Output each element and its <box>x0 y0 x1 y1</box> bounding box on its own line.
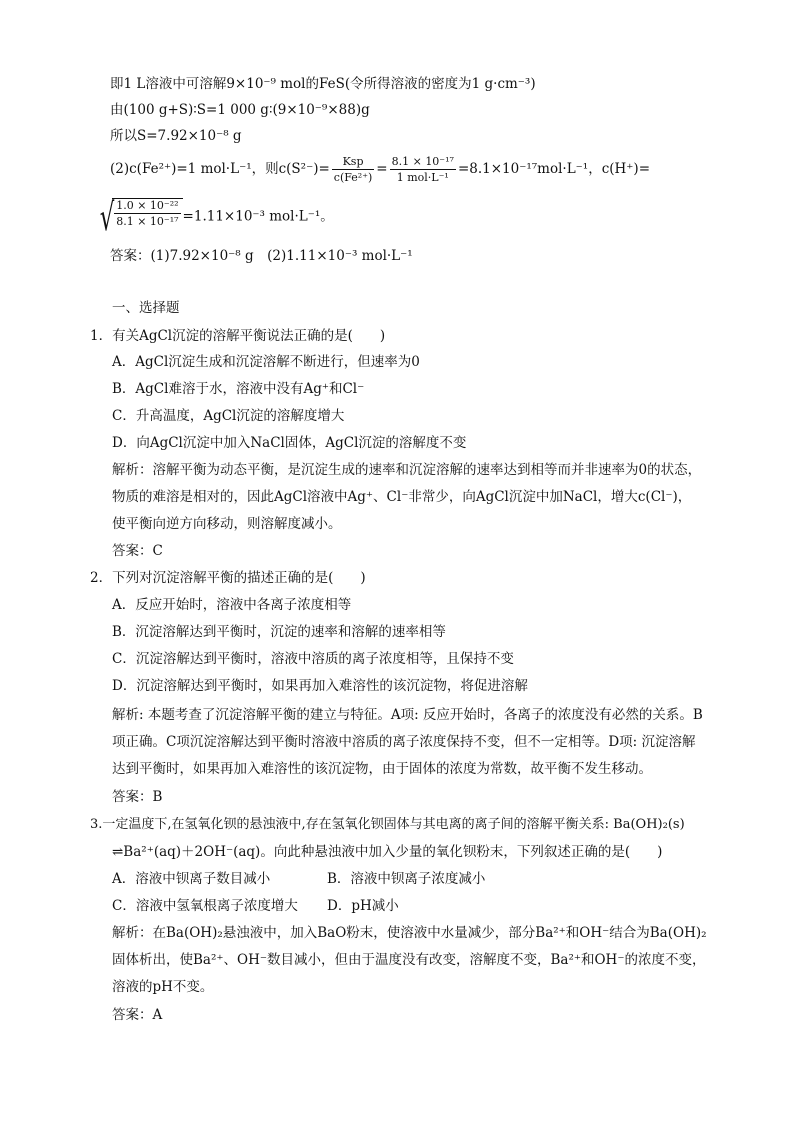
radical-sign-icon: √ <box>99 195 115 239</box>
square-root <box>90 195 183 239</box>
solution-answer: 答案：(1)7.92×10⁻⁸ g (2)1.11×10⁻³ mol·L⁻¹ <box>110 248 413 264</box>
solution-line-5 <box>90 195 334 239</box>
ksp-fraction-numerator: Ksp <box>332 156 375 170</box>
equals-sign: = <box>376 161 388 177</box>
q1-stem: 1．有关AgCl沉淀的溶解平衡说法正确的是( ) <box>90 328 386 344</box>
q2-explanation-1: 解析: 本题考查了沉淀溶解平衡的建立与特征。A项: 反应开始时，各离子的浓度没有必然的关系。B <box>112 707 703 723</box>
q3-option-c: C．溶液中氢氧根离子浓度增大 <box>112 898 298 914</box>
solution-line-2: 由(100 g+S)∶S=1 000 g∶(9×10⁻⁹×88)g <box>110 102 370 118</box>
root-fraction-denominator: 8.1 × 10⁻¹⁷ <box>116 215 179 228</box>
q2-stem: 2．下列对沉淀溶解平衡的描述正确的是( ) <box>90 570 366 586</box>
q1-explanation-1: 解析：溶解平衡为动态平衡，是沉淀生成的速率和沉淀溶解的速率达到相等而并非速率为0的状态， <box>112 462 702 478</box>
q1-answer: 答案：C <box>112 543 163 559</box>
q2-answer: 答案：B <box>112 789 163 805</box>
q1-option-d: D．向AgCl沉淀中加入NaCl固体，AgCl沉淀的溶解度不变 <box>112 435 467 451</box>
q1-explanation-2: 物质的难溶是相对的，因此AgCl溶液中Ag⁺、Cl⁻非常少，向AgCl沉淀中加NaCl，增大c(Cl⁻)， <box>112 489 692 505</box>
value-fraction <box>390 156 456 183</box>
q3-explanation-2: 固体析出，使Ba²⁺、OH⁻数目减小，但由于温度没有改变，溶解度不变，Ba²⁺和OH⁻的浓度不变， <box>112 952 706 968</box>
value-fraction-denominator: 1 mol·L⁻¹ <box>396 171 449 184</box>
q1-option-c: C．升高温度，AgCl沉淀的溶解度增大 <box>112 408 345 424</box>
q1-option-b: B．AgCl难溶于水，溶液中没有Ag⁺和Cl⁻ <box>112 381 365 397</box>
q3-explanation-1: 解析：在Ba(OH)₂悬浊液中，加入BaO粉末，使溶液中水量减少，部分Ba²⁺和OH⁻结合为Ba(OH)₂ <box>112 925 707 941</box>
q2-explanation-2: 项正确。C项沉淀溶解达到平衡时溶液中溶质的离子浓度保持不变，但不一定相等。D项: 沉淀溶解 <box>112 734 696 750</box>
q2-option-d: D．沉淀溶解达到平衡时，如果再加入难溶性的该沉淀物，将促进溶解 <box>112 678 528 694</box>
solution-line-4-text-a: (2)c(Fe²⁺)=1 mol·L⁻¹，则c(S²⁻)= <box>110 161 330 177</box>
root-fraction-numerator: 1.0 × 10⁻²² <box>116 199 179 212</box>
value-fraction-numerator: 8.1 × 10⁻¹⁷ <box>391 155 454 168</box>
q2-option-b: B．沉淀溶解达到平衡时，沉淀的速率和溶解的速率相等 <box>112 624 446 640</box>
solution-line-1: 即1 L溶液中可溶解9×10⁻⁹ mol的FeS(令所得溶液的密度为1 g·cm⁻³) <box>110 76 536 92</box>
root-fraction <box>114 200 180 227</box>
solution-line-5-text: =1.11×10⁻³ mol·L⁻¹。 <box>182 208 334 225</box>
solution-line-4-text-b: =8.1×10⁻¹⁷mol·L⁻¹，c(H⁺)= <box>457 161 651 177</box>
ksp-fraction <box>332 156 375 183</box>
section-title: 一、选择题 <box>112 300 180 316</box>
q3-stem-2: ⇌Ba²⁺(aq)＋2OH⁻(aq)。向此种悬浊液中加入少量的氧化钡粉末，下列叙述正确的是( ) <box>112 844 663 860</box>
q1-explanation-3: 使平衡向逆方向移动，则溶解度减小。 <box>112 516 342 532</box>
q3-stem-1: 3.一定温度下,在氢氧化钡的悬浊液中,存在氢氧化钡固体与其电离的离子间的溶解平衡关系: Ba(OH)₂(s) <box>90 817 685 832</box>
q2-option-a: A．反应开始时，溶液中各离子浓度相等 <box>112 597 352 613</box>
q3-option-b: B．溶液中钡离子浓度减小 <box>327 871 486 887</box>
solution-line-4 <box>110 156 650 183</box>
solution-line-3: 所以S=7.92×10⁻⁸ g <box>110 128 242 144</box>
q2-explanation-3: 达到平衡时，如果再加入难溶性的该沉淀物，由于固体的浓度为常数，故平衡不发生移动。 <box>112 761 652 777</box>
q2-option-c: C．沉淀溶解达到平衡时，溶液中溶质的离子浓度相等，且保持不变 <box>112 651 514 667</box>
q3-option-a: A．溶液中钡离子数目减小 <box>112 871 271 887</box>
ksp-fraction-denominator: c(Fe²⁺) <box>333 171 373 184</box>
q3-option-d: D．pH减小 <box>327 898 399 914</box>
q3-answer: 答案：A <box>112 1007 163 1023</box>
q3-explanation-3: 溶液的pH不变。 <box>112 979 214 995</box>
q1-option-a: A．AgCl沉淀生成和沉淀溶解不断进行，但速率为0 <box>112 354 420 370</box>
